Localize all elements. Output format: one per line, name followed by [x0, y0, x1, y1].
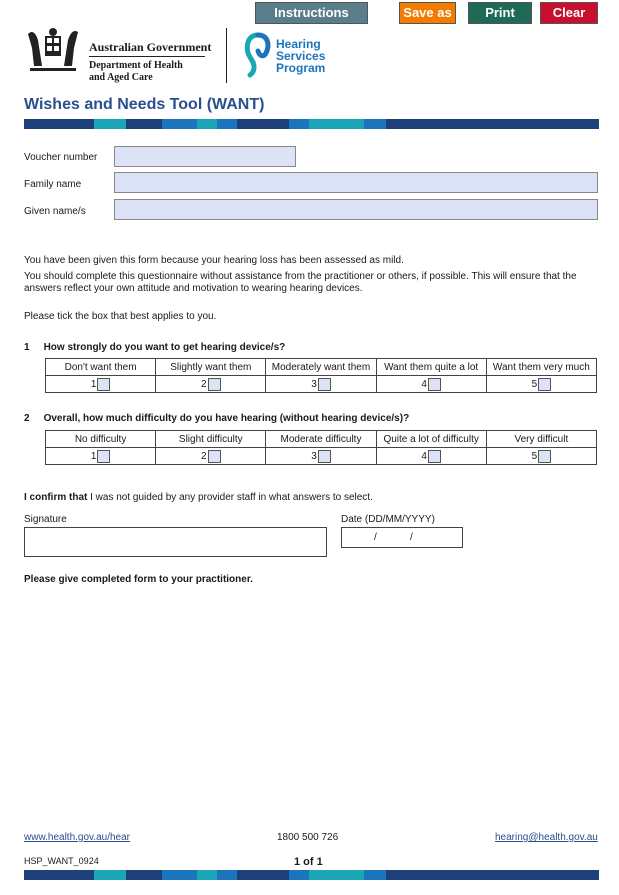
- gov-name: Australian Government: [89, 40, 212, 54]
- family-name-label: Family name: [24, 179, 82, 190]
- confirm-bold: I confirm that: [24, 492, 88, 503]
- question-2-table: [45, 430, 597, 465]
- question-1-number: 1: [24, 342, 30, 353]
- color-bar-top: [24, 119, 599, 129]
- given-names-input[interactable]: [114, 199, 598, 220]
- q1-checkbox-5[interactable]: [538, 378, 551, 391]
- date-label: Date (DD/MM/YYYY): [341, 514, 435, 525]
- q2-option-label: No difficulty: [46, 431, 156, 448]
- q1-option-label: Want them quite a lot: [376, 359, 486, 376]
- program-line-3: Program: [276, 61, 326, 75]
- q2-option-cell: [156, 448, 266, 465]
- q1-option-cell: [376, 376, 486, 393]
- q2-option-cell: [266, 448, 376, 465]
- family-name-input[interactable]: [114, 172, 598, 193]
- department-line-2: and Aged Care: [89, 72, 153, 83]
- q1-option-cell: [486, 376, 596, 393]
- question-2-prompt: Overall, how much difficulty do you have hearing (without hearing device/s)?: [43, 413, 410, 424]
- phone-number: 1800 500 726: [277, 832, 339, 843]
- q1-option-value: 4: [421, 378, 427, 390]
- q2-option-cell: [46, 448, 156, 465]
- q1-option-label: Don't want them: [46, 359, 156, 376]
- q2-checkbox-1[interactable]: [97, 450, 110, 463]
- q1-option-cell: [156, 376, 266, 393]
- email-link[interactable]: hearing@health.gov.au: [495, 832, 598, 843]
- q2-checkbox-2[interactable]: [208, 450, 221, 463]
- page-title: Wishes and Needs Tool (WANT): [24, 96, 265, 113]
- question-1-table: [45, 358, 597, 393]
- date-separator-2: /: [410, 532, 413, 543]
- save-as-button[interactable]: Save as: [399, 2, 456, 24]
- q1-option-label: Want them very much: [486, 359, 596, 376]
- intro-paragraph-3: Please tick the box that best applies to you.: [24, 311, 217, 322]
- clear-button[interactable]: Clear: [540, 2, 598, 24]
- q2-checkbox-3[interactable]: [318, 450, 331, 463]
- q2-option-cell: [376, 448, 486, 465]
- q2-option-value: 2: [201, 450, 207, 462]
- program-name: [276, 38, 325, 74]
- signature-field[interactable]: [24, 527, 327, 557]
- q1-option-label: Moderately want them: [266, 359, 376, 376]
- q2-option-value: 5: [531, 450, 538, 462]
- department-name: [89, 60, 183, 84]
- q2-checkbox-5[interactable]: [538, 450, 551, 463]
- date-separator-1: /: [374, 532, 377, 543]
- print-button[interactable]: Print: [468, 2, 532, 24]
- q2-option-label: Moderate difficulty: [266, 431, 376, 448]
- q1-option-cell: [46, 376, 156, 393]
- q1-option-label: Slightly want them: [156, 359, 266, 376]
- voucher-number-input[interactable]: [114, 146, 296, 167]
- q1-checkbox-3[interactable]: [318, 378, 331, 391]
- question-1-prompt: How strongly do you want to get hearing device/s?: [43, 342, 286, 353]
- website-link[interactable]: www.health.gov.au/hear: [24, 832, 130, 843]
- q1-option-value: 1: [90, 378, 97, 390]
- color-bar-bottom: [24, 870, 599, 880]
- q2-option-cell: [486, 448, 596, 465]
- header-divider: [226, 28, 227, 83]
- question-2-number: 2: [24, 413, 30, 424]
- given-names-label: Given name/s: [24, 206, 86, 217]
- voucher-number-label: Voucher number: [24, 152, 98, 163]
- instructions-button[interactable]: Instructions: [255, 2, 368, 24]
- page-number: 1 of 1: [294, 856, 323, 868]
- coat-of-arms-logo: [24, 26, 82, 80]
- ear-icon: [244, 31, 272, 81]
- signature-label: Signature: [24, 514, 67, 525]
- question-1-text: [24, 342, 285, 353]
- header-rule: [89, 56, 205, 57]
- q2-option-label: Slight difficulty: [156, 431, 266, 448]
- q2-option-label: Very difficult: [486, 431, 596, 448]
- intro-paragraph-1: You have been given this form because your hearing loss has been assessed as mild.: [24, 255, 404, 266]
- q2-option-value: 3: [311, 450, 317, 462]
- program-line-1: Hearing: [276, 37, 321, 51]
- q1-checkbox-4[interactable]: [428, 378, 441, 391]
- q2-option-value: 1: [90, 450, 97, 462]
- q1-option-value: 5: [531, 378, 538, 390]
- closing-instruction: Please give completed form to your practitioner.: [24, 574, 253, 585]
- q1-option-value: 3: [311, 378, 317, 390]
- intro-paragraph-2: You should complete this questionnaire without assistance from the practitioner or others, if possible. This will ensure that the answers reflect your own attitude and motivation to wearing hearing devices.: [24, 271, 577, 294]
- form-code: HSP_WANT_0924: [24, 856, 99, 866]
- q1-checkbox-2[interactable]: [208, 378, 221, 391]
- question-2-text: [24, 413, 409, 424]
- department-line-1: Department of Health: [89, 60, 183, 71]
- confirm-rest: I was not guided by any provider staff in what answers to select.: [87, 492, 373, 503]
- date-field[interactable]: [341, 527, 463, 548]
- q2-checkbox-4[interactable]: [428, 450, 441, 463]
- program-line-2: Services: [276, 49, 326, 63]
- q1-option-cell: [266, 376, 376, 393]
- q2-option-label: Quite a lot of difficulty: [376, 431, 486, 448]
- q2-option-value: 4: [421, 450, 427, 462]
- q1-option-value: 2: [201, 378, 207, 390]
- q1-checkbox-1[interactable]: [97, 378, 110, 391]
- confirm-statement: [24, 492, 373, 504]
